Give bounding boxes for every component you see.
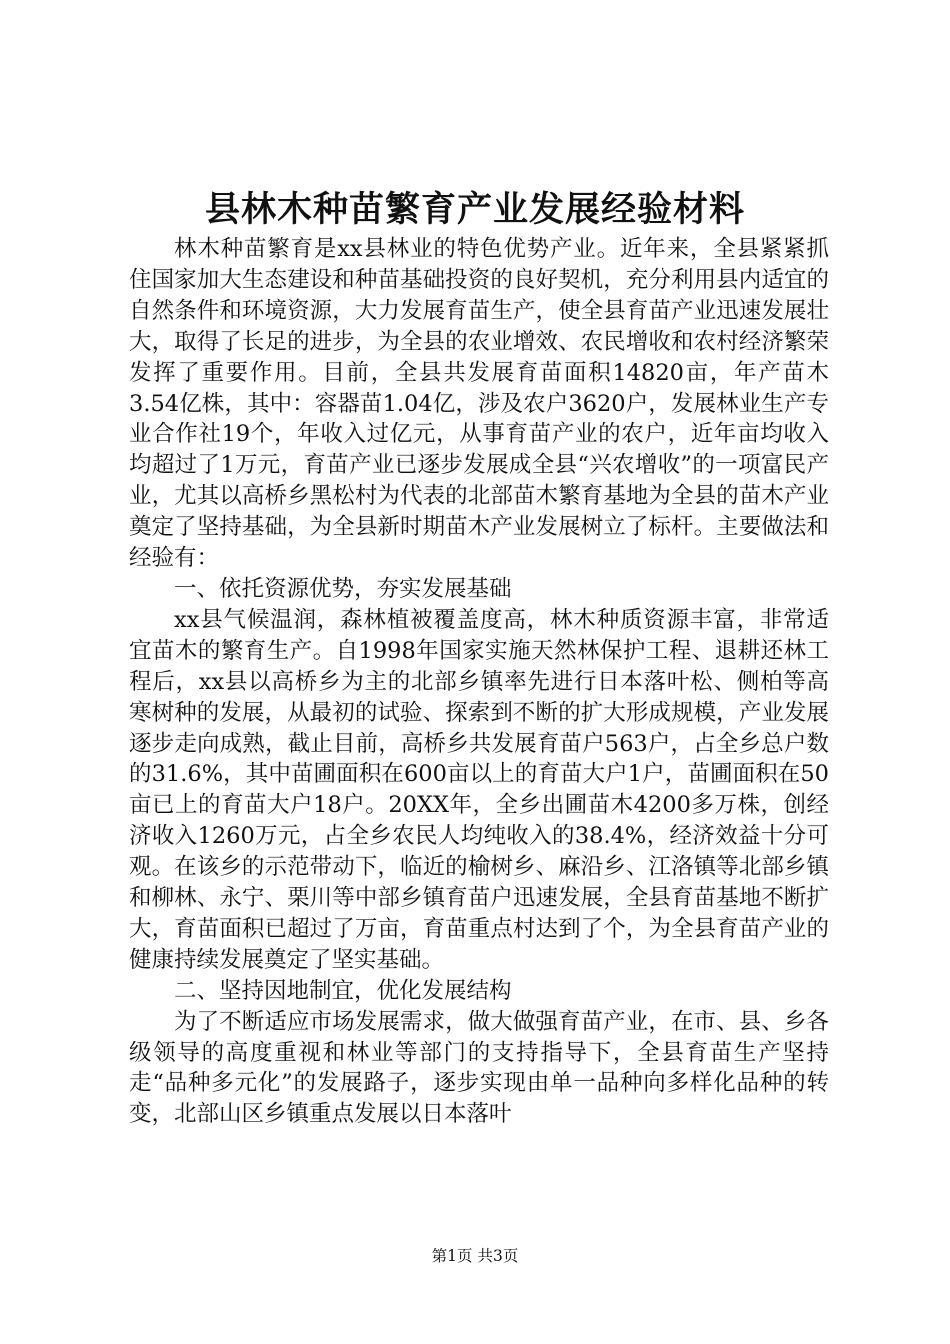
paragraph-section-1: xx县气候温润，森林植被覆盖度高，林木种质资源丰富，非常适宜苗木的繁育生产。自1998年国家实施天然林保护工程、退耕还林工程后，xx县以高桥乡为主的北部乡镇率先进行日本落叶松、侧柏等高寒树种的发展，从最初的试验、探索到不断的扩大形成规模，产业发展逐步走向成熟，截止目前，高桥乡共发展育苗户563户，占全乡总户数的31.6%，其中苗圃面积在600亩以上的育苗大户1户，苗圃面积在50亩已上的育苗大户18户。20XX年，全乡出圃苗木4200多万株，创经济收入1260万元，占全乡农民人均纯收入的38.4%，经济效益十分可观。在该乡的示范带动下，临近的榆树乡、麻沿乡、江洛镇等北部乡镇和柳林、永宁、栗川等中部乡镇育苗户迅速发展，全县育苗基地不断扩大，育苗面积已超过了万亩，育苗重点村达到了个，为全县育苗产业的健康持续发展奠定了坚实基础。 (129, 606, 829, 973)
section-heading-1: 一、依托资源优势，夯实发展基础 (174, 575, 512, 602)
page-number-footer: 第1页 共3页 (431, 1247, 519, 1265)
section-heading-2: 二、坚持因地制宜，优化发展结构 (174, 977, 512, 1004)
document-body (129, 234, 829, 1130)
paragraph-section-2: 为了不断适应市场发展需求，做大做强育苗产业，在市、县、乡各级领导的高度重视和林业等部门的支持指导下，全县育苗生产坚持走“品种多元化”的发展路子，逐步实现由单一品种向多样化品种的转变，北部山区乡镇重点发展以日本落叶 (129, 1008, 829, 1128)
paragraph-intro: 林木种苗繁育是xx县林业的特色优势产业。近年来，全县紧紧抓住国家加大生态建设和种苗基础投资的良好契机，充分利用县内适宜的自然条件和环境资源，大力发展育苗生产，使全县育苗产业迅速发展壮大，取得了长足的进步，为全县的农业增效、农民增收和农村经济繁荣发挥了重要作用。目前，全县共发展育苗面积14820亩，年产苗木3.54亿株，其中：容器苗1.04亿，涉及农户3620户，发展林业生产专业合作社19个，年收入过亿元，从事育苗产业的农户，近年亩均收入均超过了1万元，育苗产业已逐步发展成全县“兴农增收”的一项富民产业，尤其以高桥乡黑松村为代表的北部苗木繁育基地为全县的苗木产业奠定了坚持基础，为全县新时期苗木产业发展树立了标杆。主要做法和经验有： (129, 236, 829, 572)
document-title: 县林木种苗繁育产业发展经验材料 (204, 189, 745, 230)
